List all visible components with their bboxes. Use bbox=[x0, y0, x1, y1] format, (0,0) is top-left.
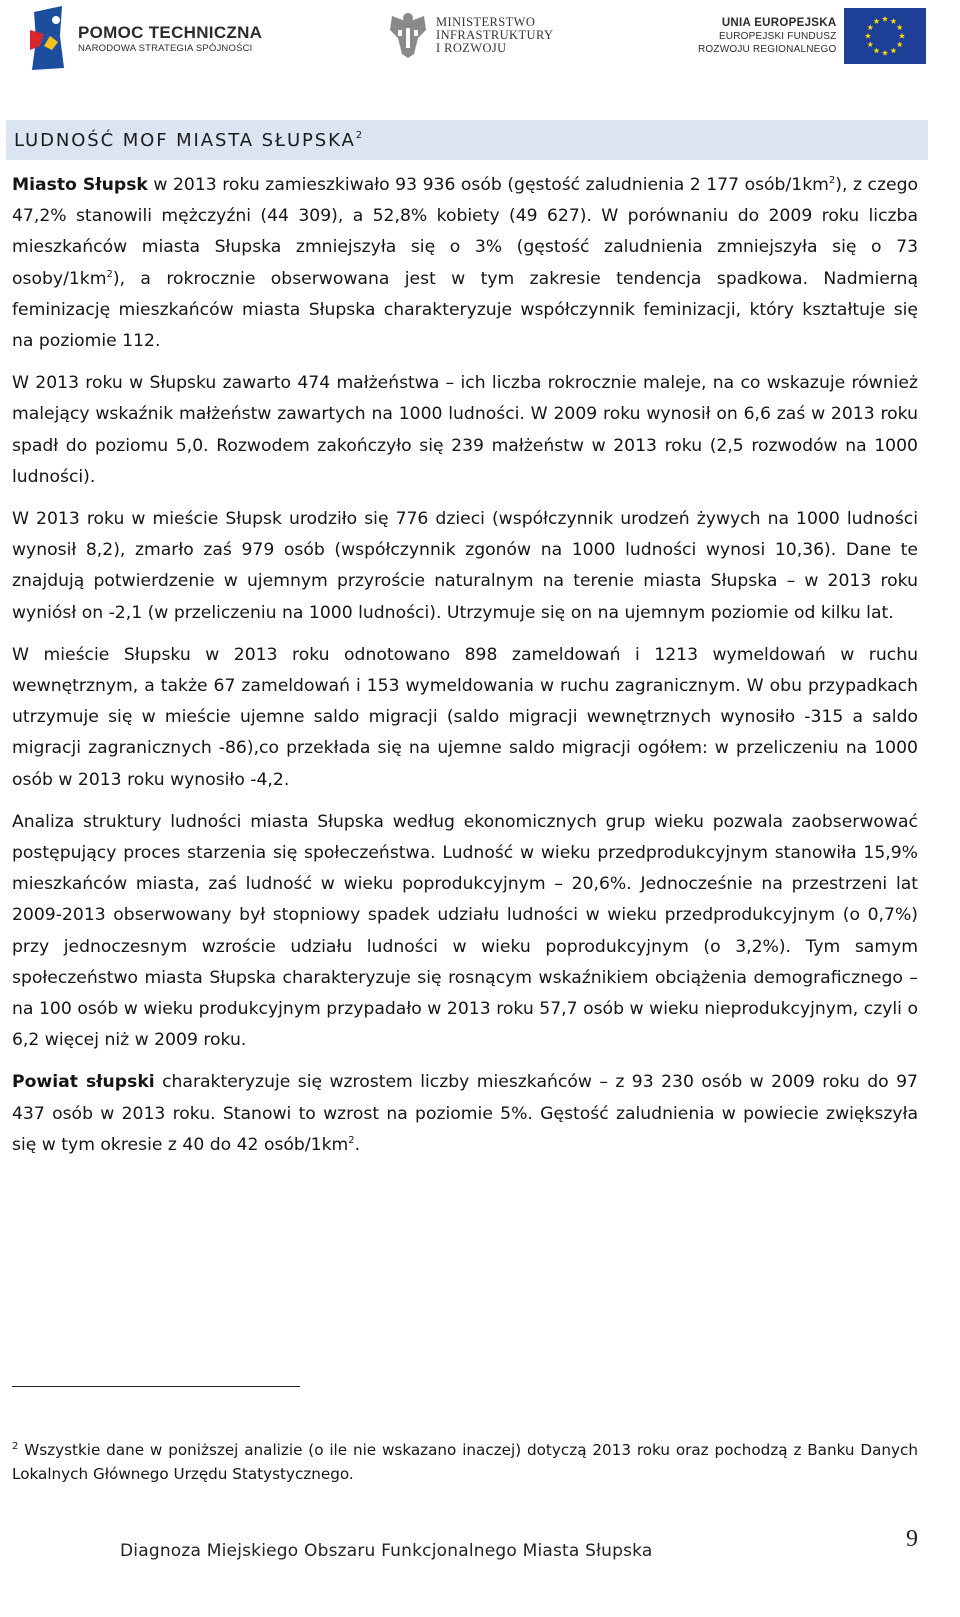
bold-lead: Powiat słupski bbox=[12, 1072, 155, 1093]
pomoc-techniczna-name: POMOC TECHNICZNA bbox=[78, 22, 263, 42]
bold-lead: Miasto Słupsk bbox=[12, 175, 148, 195]
pomoc-techniczna-logo bbox=[30, 6, 262, 70]
footnote-text: Wszystkie dane w poniższej analizie (o ile nie wskazano inaczej) dotyczą 2013 roku oraz pochodzą z Banku Danych Lokalnych Głównego Urzędu Statystycznego. bbox=[12, 1441, 918, 1483]
paragraph-marriages: W 2013 roku w Słupsku zawarto 474 małżeństwa – ich liczba rokrocznie maleje, na co wskazuje również malejący wskaźnik małżeństw zawartych na 1000 ludności. W 2009 roku wynosił on 6,6 zaś w 2013 roku spadł do poziomu 5,0. Rozwodem zakończyło się 239 małżeństw w 2013 roku (2,5 rozwodów na 1000 ludności). bbox=[12, 373, 918, 487]
paragraph-births-deaths: W 2013 roku w mieście Słupsk urodziło się 776 dzieci (współczynnik urodzeń żywych na 1000 ludności wynosił 8,2), zmarło zaś 979 osób (współczynnik zgonów na 1000 ludności wynosi 10,36). Dane te znajdują potwierdzenie w ujemnym przyroście naturalnym na terenie miasta Słupska – w 2013 roku wyniósł on -2,1 (w przeliczeniu na 1000 ludności). Utrzymuje się on na ujemnym poziomie od kilku lat. bbox=[12, 509, 918, 623]
pomoc-techniczna-subtitle: NARODOWA STRATEGIA SPÓJNOŚCI bbox=[78, 42, 253, 54]
eu-star-icon bbox=[891, 48, 897, 54]
eu-star-icon bbox=[868, 24, 874, 30]
eu-star-icon bbox=[891, 18, 897, 24]
footnote-number: 2 bbox=[12, 1441, 19, 1452]
eu-star-icon bbox=[897, 24, 903, 30]
paragraph-age-structure: Analiza struktury ludności miasta Słupska według ekonomicznych grup wieku pozwala zaobserwować postępujący proces starzenia się społeczeństwa. Ludność w wieku przedprodukcyjnym stanowiła 15,9% mieszkańców miasta, zaś ludność w wieku poprodukcyjnym – 20,6%. Jednocześnie na przestrzeni lat 2009-2013 obserwowany był stopniowy spadek udziału ludności w wieku przedprodukcyjnym (o 0,7%) przy jednoczesnym wzroście udziału ludności w wieku poprodukcyjnym (o 3,2%). Tym samym społeczeństwo miasta Słupska charakteryzuje się rosnącym wskaźnikiem obciążenia demograficznego – na 100 osób w wieku produkcyjnym przypadało w 2013 roku 57,7 osób w wieku nieprodukcyjnym, czyli o 6,2 więcej niż w 2009 roku. bbox=[12, 811, 918, 1051]
document-body bbox=[12, 170, 918, 1172]
footnote bbox=[12, 1438, 918, 1486]
eu-star-icon bbox=[897, 41, 903, 47]
eu-star-icon bbox=[874, 18, 880, 24]
eu-fund-line-1: EUROPEJSKI FUNDUSZ bbox=[718, 30, 837, 42]
ministry-line-2: INFRASTRUKTURY bbox=[436, 27, 554, 42]
eu-star-icon bbox=[874, 48, 880, 54]
eu-logo bbox=[698, 8, 926, 64]
eu-star-icon bbox=[882, 16, 888, 22]
footer-title: Diagnoza Miejskiego Obszaru Funkcjonalnego Miasta Słupska bbox=[120, 1541, 653, 1561]
eu-fund-line-2: ROZWOJU REGIONALNEGO bbox=[698, 43, 837, 55]
section-heading bbox=[6, 120, 928, 160]
eu-star-icon bbox=[882, 50, 888, 56]
section-title: LUDNOŚĆ MOF MIASTA SŁUPSKA bbox=[14, 129, 356, 151]
eu-star-icon bbox=[899, 33, 905, 39]
footnote-ref: 2 bbox=[355, 129, 363, 141]
eu-star-icon bbox=[868, 41, 874, 47]
eu-star-icon bbox=[865, 33, 871, 39]
paragraph-migration: W mieście Słupsku w 2013 roku odnotowano 898 zameldowań i 1213 wymeldowań w ruchu wewnętrznym, a także 67 zameldowań i 153 wymeldowania w ruchu zagranicznym. W obu przypadkach utrzymuje się w mieście ujemne saldo migracji (saldo migracji wewnętrznych wynosiło -315 a saldo migracji zagranicznych -86),co przekłada się na ujemne saldo migracji ogółem: w przeliczeniu na 1000 osób w 2013 roku wynosiło -4,2. bbox=[12, 644, 918, 790]
ministry-line-1: MINISTERSTWO bbox=[436, 14, 536, 29]
footnote-separator bbox=[12, 1386, 300, 1387]
page-header bbox=[0, 0, 960, 84]
pomoc-techniczna-emblem bbox=[30, 6, 70, 70]
eagle-emblem-icon bbox=[388, 10, 428, 60]
eu-title: UNIA EUROPEJSKA bbox=[721, 16, 837, 29]
ministry-line-3: I ROZWOJU bbox=[436, 40, 507, 55]
eu-flag-icon bbox=[844, 8, 926, 64]
ministry-logo bbox=[388, 10, 553, 60]
paragraph-powiat-slupski: Powiat słupski charakteryzuje się wzrostem liczby mieszkańców – z 93 230 osób w 2009 roku do 97 437 osób w 2013 roku. Stanowi to wzrost na poziomie 5%. Gęstość zaludnienia w powiecie zwiększyła się w tym okresie z 40 do 42 osób/$1km^2$. bbox=[12, 1072, 918, 1155]
page-number: 9 bbox=[906, 1526, 918, 1552]
paragraph-miasto-slupsk: Miasto Słupsk w 2013 roku zamieszkiwało 93 936 osób (gęstość zaludnienia 2 177 osób/$1km^2$), z czego 47,2% stanowili mężczyźni (44 309), a 52,8% kobiety (49 627). W porównaniu do 2009 roku liczba mieszkańców miasta Słupska zmniejszyła się o 3% (gęstość zaludnienia zmniejszyła się o 73 osoby/$1km^2$), a rokrocznie obserwowana jest w tym zakresie tendencja spadkowa. Nadmierną feminizację mieszkańców miasta Słupska charakteryzuje współczynnik feminizacji, który kształtuje się na poziomie 112. bbox=[12, 175, 919, 352]
